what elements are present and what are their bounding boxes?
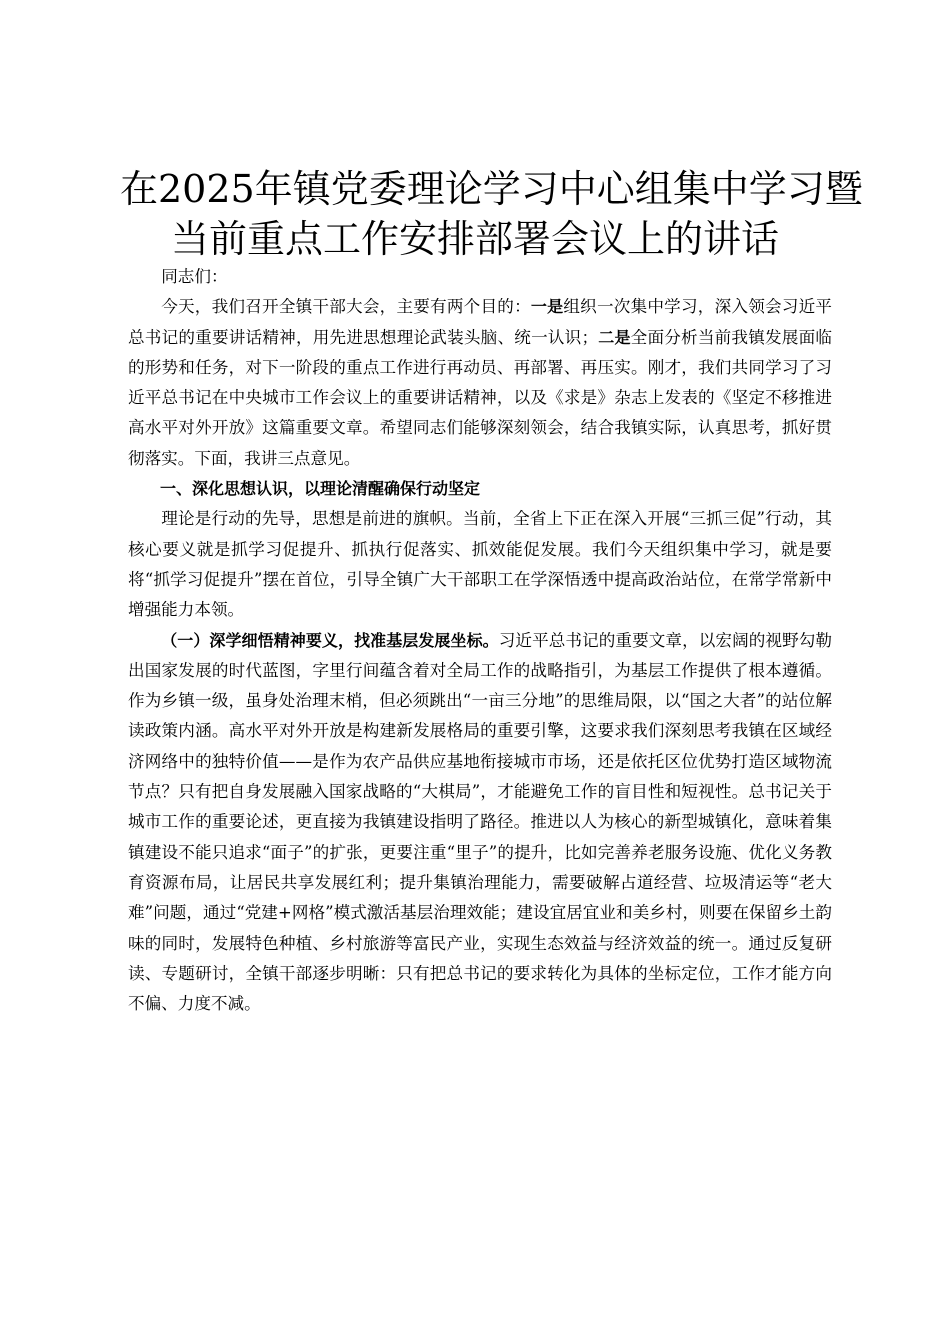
document-title — [120, 164, 863, 264]
intro-paragraph — [128, 292, 832, 474]
title-line-1: 在2025年镇党委理论学习中心组集中学习暨 — [120, 167, 863, 211]
salutation: 同志们： — [161, 267, 228, 286]
subsection-1-paragraph — [128, 626, 832, 1020]
intro-text-1: 今天，我们召开全镇干部大会，主要有两个目的： — [161, 297, 531, 317]
intro-bold-1: 一是 — [530, 297, 564, 317]
document-body — [128, 262, 832, 1019]
intro-text-2: 组织一次集中学习，深入领会习近平总书记的重要讲话精神，用先进思想理论武装头脑、统一认识； — [128, 297, 833, 347]
section-1-heading: 一、深化思想认识，以理论清醒确保行动坚定 — [160, 479, 481, 499]
section-1-paragraph: 理论是行动的先导，思想是前进的旗帜。当前，全省上下正在深入开展“三抓三促”行动，其核心要义就是抓学习促提升、抓执行促落实、抓效能促发展。我们今天组织集中学习，就是要将“抓学习促提升”摆在首位，引导全镇广大干部职工在学深悟透中提高政治站位，在常学常新中增强能力本领。 — [128, 509, 832, 620]
intro-text-3: 全面分析当前我镇发展面临的形势和任务，对下一阶段的重点工作进行再动员、再部署、再压实。刚才，我们共同学习了习近平总书记在中央城市工作会议上的重要讲话精神，以及《求是》杂志上发表的《坚定不移推进高水平对外开放》这篇重要文章。希望同志们能够深刻领会，结合我镇实际，认真思考，抓好贯彻落实。下面，我讲三点意见。 — [128, 327, 832, 468]
intro-bold-2: 二是 — [598, 327, 631, 347]
subsection-1-text: 习近平总书记的重要文章，以宏阔的视野勾勒出国家发展的时代蓝图，字里行间蕴含着对全局工作的战略指引，为基层工作提供了根本遵循。作为乡镇一级，虽身处治理末梢，但必须跳出“一亩三分地”的思维局限，以“国之大者”的站位解读政策内涵。高水平对外开放是构建新发展格局的重要引擎，这要求我们深刻思考我镇在区域经济网络中的独特价值——是作为农产品供应基地衔接城市市场，还是依托区位优势打造区域物流节点？只有把自身发展融入国家战略的“大棋局”，才能避免工作的盲目性和短视性。总书记关于城市工作的重要论述，更直接为我镇建设指明了路径。推进以人为核心的新型城镇化，意味着集镇建设不能只追求“面子”的扩张，更要注重“里子”的提升，比如完善养老服务设施、优化义务教育资源布局，让居民共享发展红利；提升集镇治理能力，需要破解占道经营、垃圾清运等“老大难”问题，通过“党建+网格”模式激活基层治理效能；建设宜居宜业和美乡村，则要在保留乡土韵味的同时，发展特色种植、乡村旅游等富民产业，实现生态效益与经济效益的统一。通过反复研读、专题研讨，全镇干部逐步明晰：只有把总书记的要求转化为具体的坐标定位，工作才能方向不偏、力度不减。 — [128, 630, 832, 1014]
subsection-1-heading: （一）深学细悟精神要义，找准基层发展坐标。 — [161, 630, 499, 650]
title-line-2: 当前重点工作安排部署会议上的讲话 — [170, 217, 779, 261]
